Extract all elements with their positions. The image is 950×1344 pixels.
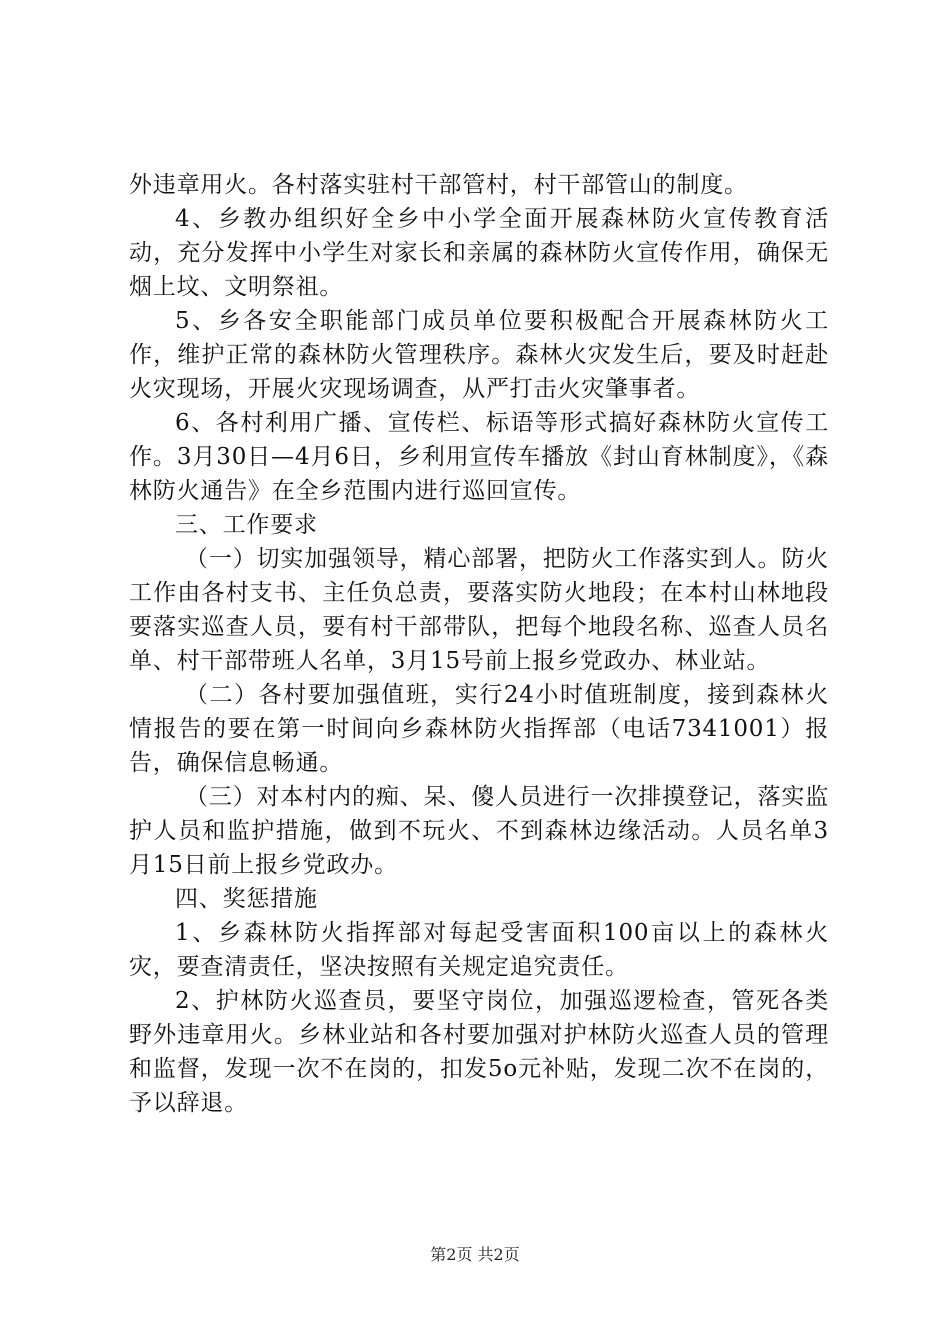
section-heading-rewards-penalties: 四、奖惩措施 (175, 886, 318, 912)
paragraph-requirement-3: （三）对本村内的痴、呆、傻人员进行一次排摸登记，落实监护人员和监护措施，做到不玩火、不到森林边缘活动。人员名单3月15日前上报乡党政办。 (129, 784, 829, 878)
section-heading-requirements: 三、工作要求 (175, 512, 318, 538)
paragraph-continuation: 外违章用火。各村落实驻村干部管村，村干部管山的制度。 (129, 172, 748, 198)
paragraph-measure-1: 1、乡森林防火指挥部对每起受害面积100亩以上的森林火灾，要查清责任，坚决按照有关规定追究责任。 (129, 920, 829, 980)
page-footer: 第2页 共2页 (430, 1245, 520, 1264)
paragraph-item-4: 4、乡教办组织好全乡中小学全面开展森林防火宣传教育活动，充分发挥中小学生对家长和亲属的森林防火宣传作用，确保无烟上坟、文明祭祖。 (129, 206, 829, 300)
paragraph-requirement-2: （二）各村要加强值班，实行24小时值班制度，接到森林火情报告的要在第一时间向乡森林防火指挥部（电话7341001）报告，确保信息畅通。 (129, 682, 829, 776)
paragraph-item-6: 6、各村利用广播、宣传栏、标语等形式搞好森林防火宣传工作。3月30日—4月6日，乡利用宣传车播放《封山育林制度》，《森林防火通告》在全乡范围内进行巡回宣传。 (129, 410, 829, 504)
paragraph-measure-2: 2、护林防火巡查员，要坚守岗位，加强巡逻检查，管死各类野外违章用火。乡林业站和各村要加强对护林防火巡查人员的管理和监督，发现一次不在岗的，扣发5o元补贴，发现二次不在岗的，予以辞退。 (129, 988, 829, 1116)
paragraph-requirement-1: （一）切实加强领导，精心部署，把防火工作落实到人。防火工作由各村支书、主任负总责，要落实防火地段；在本村山林地段要落实巡查人员，要有村干部带队，把每个地段名称、巡查人员名单、村干部带班人名单，3月15号前上报乡党政办、林业站。 (129, 546, 829, 674)
document-body (129, 168, 829, 1120)
paragraph-item-5: 5、乡各安全职能部门成员单位要积极配合开展森林防火工作，维护正常的森林防火管理秩序。森林火灾发生后，要及时赶赴火灾现场，开展火灾现场调查，从严打击火灾肇事者。 (129, 308, 829, 402)
